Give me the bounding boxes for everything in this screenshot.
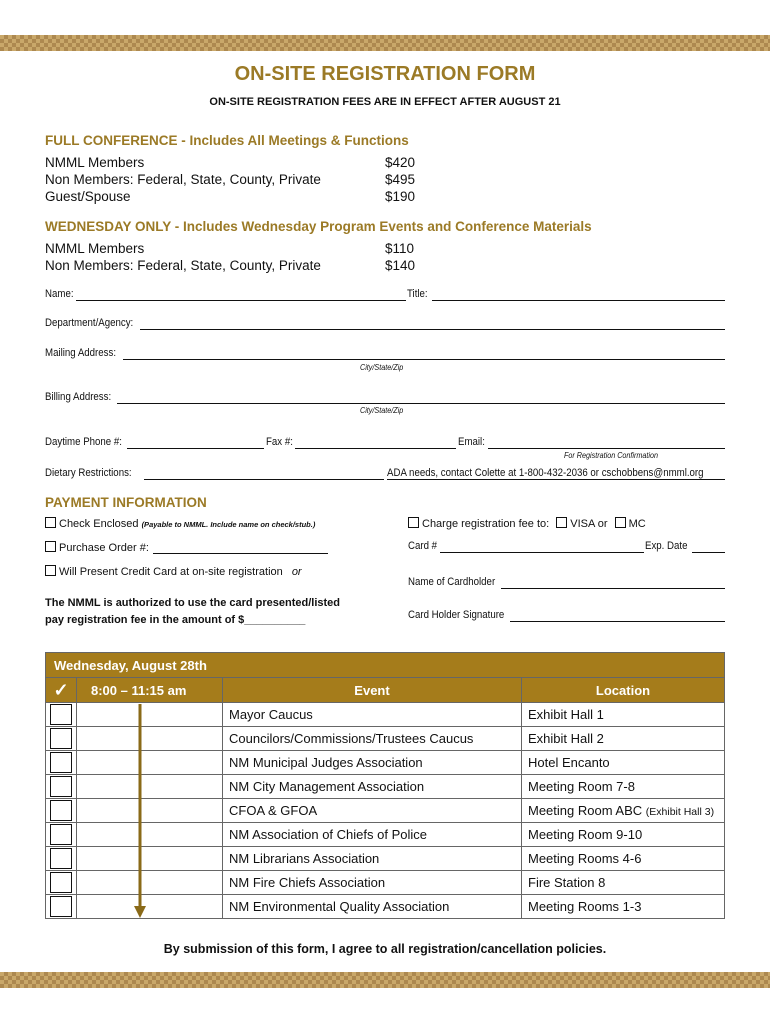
card-number-field[interactable]: [440, 552, 644, 553]
dietary-label: Dietary Restrictions:: [45, 467, 132, 479]
purchase-order-checkbox[interactable]: [45, 541, 56, 552]
daytime-phone-label: Daytime Phone #:: [45, 436, 122, 448]
price-label: Non Members: Federal, State, County, Private: [45, 172, 321, 187]
location-cell: Fire Station 8: [522, 871, 725, 895]
location-cell: Meeting Room 9-10: [522, 823, 725, 847]
location-cell: Meeting Rooms 1-3: [522, 895, 725, 919]
top-decorative-band: [0, 35, 770, 51]
purchase-order-field[interactable]: [153, 553, 328, 554]
exp-date-label: Exp. Date: [645, 540, 688, 552]
location-cell: Meeting Room 7-8: [522, 775, 725, 799]
card-number-label: Card #: [408, 540, 438, 552]
check-note: (Payable to NMML. Include name on check/stub.): [141, 520, 316, 529]
present-card-label: Will Present Credit Card at on-site registration: [59, 566, 283, 578]
present-card-option[interactable]: [45, 565, 302, 578]
location-name: Meeting Room ABC: [528, 803, 643, 818]
department-field[interactable]: [140, 329, 725, 330]
price-label: NMML Members: [45, 241, 145, 256]
billing-city-state-zip-hint: City/State/Zip: [360, 406, 404, 415]
time-column-header: 8:00 – 11:15 am: [77, 678, 223, 703]
fax-label: Fax #:: [266, 436, 293, 448]
daytime-phone-field[interactable]: [127, 448, 264, 449]
location-note: (Exhibit Hall 3): [645, 806, 715, 818]
billing-address-field[interactable]: [117, 403, 725, 404]
row-checkbox[interactable]: [50, 872, 72, 893]
cardholder-signature-label: Card Holder Signature: [408, 609, 505, 621]
select-cell: [46, 799, 77, 823]
location-cell: Meeting Rooms 4-6: [522, 847, 725, 871]
event-cell: NM Municipal Judges Association: [223, 751, 522, 775]
select-cell: [46, 823, 77, 847]
event-cell: Mayor Caucus: [223, 703, 522, 727]
row-checkbox[interactable]: [50, 776, 72, 797]
mailing-city-state-zip-hint: City/State/Zip: [360, 363, 404, 372]
price-value: $110: [385, 241, 415, 256]
present-card-checkbox[interactable]: [45, 565, 56, 576]
department-label: Department/Agency:: [45, 317, 134, 329]
location-cell: Exhibit Hall 2: [522, 727, 725, 751]
email-label: Email:: [458, 436, 485, 448]
charge-fee-checkbox[interactable]: [408, 517, 419, 528]
policy-agreement: By submission of this form, I agree to all registration/cancellation policies.: [163, 942, 607, 956]
event-cell: Councilors/Commissions/Trustees Caucus: [223, 727, 522, 751]
schedule-day-header: Wednesday, August 28th: [46, 653, 725, 678]
name-field[interactable]: [76, 300, 406, 301]
mailing-address-label: Mailing Address:: [45, 347, 117, 359]
select-cell: [46, 847, 77, 871]
purchase-order-label: Purchase Order #:: [59, 542, 149, 554]
event-cell: NM City Management Association: [223, 775, 522, 799]
charge-fee-label: Charge registration fee to:: [422, 518, 550, 530]
cardholder-name-field[interactable]: [501, 588, 725, 589]
price-label: NMML Members: [45, 155, 145, 170]
mailing-address-field[interactable]: [123, 359, 725, 360]
row-checkbox[interactable]: [50, 848, 72, 869]
check-enclosed-option[interactable]: [45, 517, 315, 530]
price-value: $420: [385, 155, 416, 170]
full-conference-heading: FULL CONFERENCE - Includes All Meetings & Functions: [45, 133, 409, 148]
select-cell: [46, 871, 77, 895]
check-column-header: ✓: [46, 678, 77, 703]
form-subtitle: ON-SITE REGISTRATION FEES ARE IN EFFECT AFTER AUGUST 21: [209, 96, 561, 108]
price-value: $140: [385, 258, 416, 273]
row-checkbox[interactable]: [50, 896, 72, 917]
price-label: Guest/Spouse: [45, 189, 131, 204]
ada-note: ADA needs, contact Colette at 1-800-432-2036 or cschobbens@nmml.org: [387, 467, 704, 479]
payment-heading: PAYMENT INFORMATION: [45, 495, 207, 510]
fax-field[interactable]: [295, 448, 456, 449]
event-cell: NM Librarians Association: [223, 847, 522, 871]
check-enclosed-checkbox[interactable]: [45, 517, 56, 528]
event-cell: NM Fire Chiefs Association: [223, 871, 522, 895]
row-checkbox[interactable]: [50, 800, 72, 821]
email-field[interactable]: [488, 448, 725, 449]
row-checkbox[interactable]: [50, 752, 72, 773]
bottom-decorative-band: [0, 972, 770, 988]
select-cell: [46, 895, 77, 919]
ada-underline: [387, 479, 725, 480]
billing-address-label: Billing Address:: [45, 391, 112, 403]
title-field[interactable]: [432, 300, 725, 301]
cardholder-signature-field[interactable]: [510, 621, 725, 622]
cardholder-name-label: Name of Cardholder: [408, 576, 496, 588]
name-label: Name:: [45, 288, 74, 300]
event-cell: NM Environmental Quality Association: [223, 895, 522, 919]
visa-checkbox[interactable]: [556, 517, 567, 528]
mc-label: MC: [628, 518, 646, 530]
event-column-header: Event: [223, 678, 522, 703]
location-cell: [522, 799, 725, 823]
title-label: Title:: [407, 288, 428, 300]
or-text: or: [291, 566, 302, 578]
schedule-column-headers: [46, 678, 725, 703]
wednesday-only-heading: WEDNESDAY ONLY - Includes Wednesday Program Events and Conference Materials: [45, 219, 592, 234]
purchase-order-option[interactable]: [45, 541, 149, 554]
check-enclosed-label: Check Enclosed: [59, 518, 139, 530]
event-cell: CFOA & GFOA: [223, 799, 522, 823]
price-value: $190: [385, 189, 416, 204]
select-cell: [46, 703, 77, 727]
event-cell: NM Association of Chiefs of Police: [223, 823, 522, 847]
authorization-line-2: pay registration fee in the amount of $__________: [45, 614, 306, 626]
mc-checkbox[interactable]: [615, 517, 626, 528]
visa-label: VISA or: [570, 518, 608, 530]
price-label: Non Members: Federal, State, County, Private: [45, 258, 321, 273]
location-cell: Exhibit Hall 1: [522, 703, 725, 727]
location-column-header: Location: [522, 678, 725, 703]
time-span-arrow-icon: [130, 704, 150, 920]
email-hint: For Registration Confirmation: [564, 451, 659, 460]
price-value: $495: [385, 172, 416, 187]
schedule-day-row: [46, 653, 725, 678]
exp-date-field[interactable]: [692, 552, 725, 553]
row-checkbox[interactable]: [50, 824, 72, 845]
row-checkbox[interactable]: [50, 704, 72, 725]
authorization-line-1: The NMML is authorized to use the card presented/listed: [45, 597, 341, 609]
form-title: ON-SITE REGISTRATION FORM: [234, 63, 536, 85]
row-checkbox[interactable]: [50, 728, 72, 749]
select-cell: [46, 727, 77, 751]
location-cell: Hotel Encanto: [522, 751, 725, 775]
charge-fee-option[interactable]: [408, 517, 646, 530]
select-cell: [46, 751, 77, 775]
select-cell: [46, 775, 77, 799]
dietary-field[interactable]: [144, 479, 384, 480]
